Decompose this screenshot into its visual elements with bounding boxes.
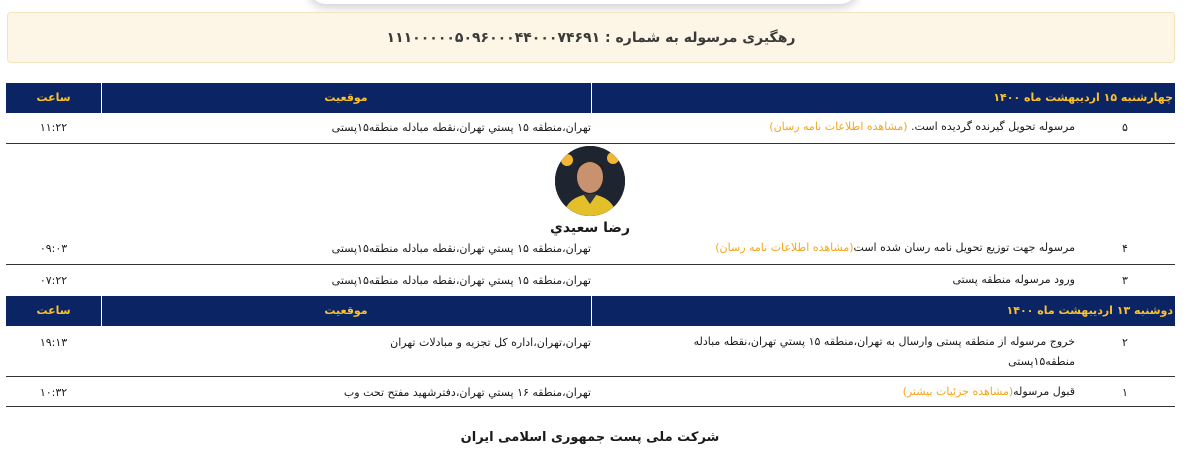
row-location: تهران،منطقه ۱۶ پستي تهران،دفترشهيد مفتح تحت وب [343,386,591,399]
header-time: ساعت [36,304,71,317]
table-row [6,265,1175,296]
row-location: تهران،منطقه ۱۵ پستي تهران،نقطه مبادله منطقه۱۵پستی [331,242,591,255]
row-description: ورود مرسوله منطقه پستی [952,273,1075,286]
row-location: تهران،منطقه ۱۵ پستي تهران،نقطه مبادله منطقه۱۵پستی [331,121,591,134]
top-shadow-decoration [308,0,858,4]
tracking-table-group-1 [6,83,1175,296]
row-time: ۱۱:۲۲ [39,121,68,134]
view-more-details-link[interactable]: (مشاهده جزئيات بيشتر) [902,385,1014,398]
header-time: ساعت [36,91,71,104]
row-number: ۲ [1122,336,1128,349]
row-time: ۱۰:۳۲ [39,386,68,399]
row-number: ۵ [1122,121,1128,134]
table-row [6,144,1175,265]
row-description: مرسوله جهت توزيع تحويل نامه رسان شده است(مشاهده اطلاعات نامه رسان) [715,241,1075,254]
row-description: مرسوله تحويل گيرنده گرديده است. (مشاهده اطلاعات نامه رسان) [769,120,1075,133]
view-carrier-info-link[interactable]: (مشاهده اطلاعات نامه رسان) [715,241,854,254]
row-time: ۰۷:۲۲ [39,274,68,287]
carrier-name: رضا سعيدي [549,220,631,236]
tracking-banner [7,12,1175,63]
row-number: ۴ [1122,242,1128,255]
row-time: ۱۹:۱۳ [39,336,68,349]
row-location: تهران،منطقه ۱۵ پستي تهران،نقطه مبادله منطقه۱۵پستی [331,274,591,287]
table-row [6,113,1175,144]
table-header [6,296,1175,326]
row-location: تهران،تهران،اداره کل تجزيه و مبادلات تهران [390,336,591,349]
table-header [6,83,1175,113]
row-description: قبول مرسوله(مشاهده جزئيات بيشتر) [902,385,1075,398]
header-date: چهارشنبه ۱۵ ارديبهشت ماه ۱۴۰۰ [993,91,1173,104]
tracking-title: رهگیری مرسوله به شماره : ۱۱۱۰۰۰۰۰۵۰۹۶۰۰۰۴۴۰۰۰۷۴۶۹۱ [386,29,796,46]
header-location: موقعيت [324,91,368,104]
row-description: خروج مرسوله از منطقه پستی وارسال به تهران،منطقه ۱۵ پستي تهران،نقطه مبادله منطقه۱۵پستی [693,335,1075,368]
header-date: دوشنبه ۱۳ ارديبهشت ماه ۱۴۰۰ [1006,304,1173,317]
tracking-table-group-2 [6,296,1175,407]
row-time: ۰۹:۰۳ [39,242,68,255]
table-row [6,377,1175,407]
footer-company-name: شرکت ملی پست جمهوری اسلامی ايران [460,430,720,445]
header-location: موقعيت [324,304,368,317]
carrier-avatar [555,146,625,216]
row-number: ۱ [1122,386,1128,399]
table-row [6,326,1175,377]
row-number: ۳ [1122,274,1128,287]
view-carrier-info-link[interactable]: (مشاهده اطلاعات نامه رسان) [769,120,908,133]
